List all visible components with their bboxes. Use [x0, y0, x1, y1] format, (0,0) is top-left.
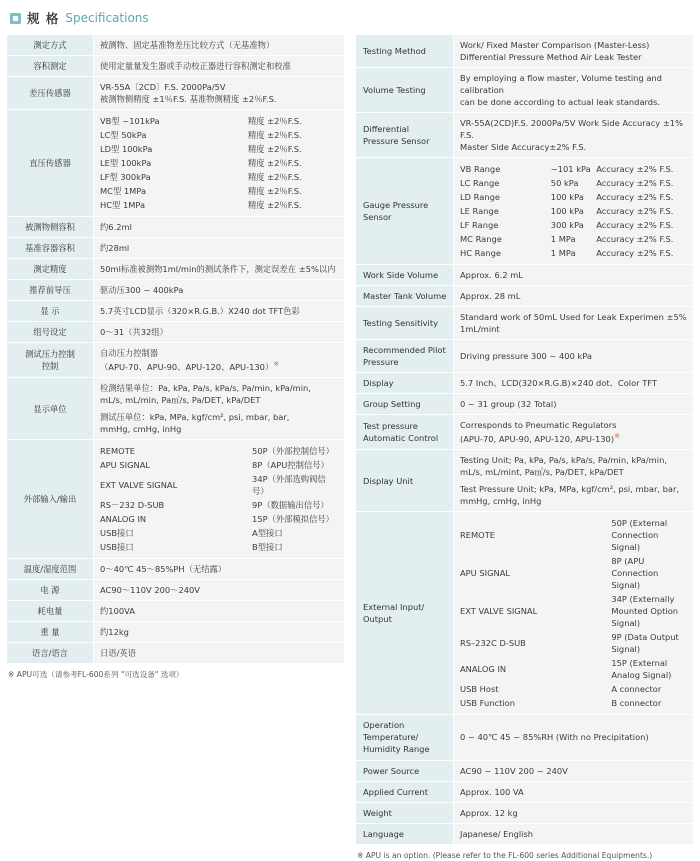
spec-columns	[6, 34, 694, 861]
footnote-en: ※ APU is an option. (Please refer to the FL-600 series Additional Equipments.)	[357, 850, 653, 860]
subrow-key: LD型 100kPa	[100, 144, 153, 155]
spec-row-label: 语言/语言	[7, 643, 94, 664]
spec-row-label: 测定方式	[7, 35, 94, 56]
spec-row	[356, 781, 694, 802]
spec-row-label: 被测物侧容积	[7, 217, 94, 238]
subrow-value: Accuracy ±2% F.S.	[596, 248, 674, 259]
spec-row-value	[454, 415, 694, 450]
spec-subrow	[460, 592, 687, 630]
spec-row	[356, 415, 694, 450]
spec-subrow	[100, 198, 338, 212]
spec-row-value	[454, 512, 694, 715]
spec-row	[7, 280, 345, 301]
spec-row-label	[356, 340, 454, 373]
spec-row-label: 显示单位	[7, 378, 94, 440]
spec-row-value	[94, 238, 345, 259]
value-line: 5.7英寸LCD显示（320×R.G.B.）X240 dot TFT色彩	[100, 306, 300, 317]
subrow-key: VB Range	[460, 164, 501, 175]
spec-row-value	[454, 113, 694, 158]
value-line: VR-55A〔2CD〕F.S. 2000Pa/5V	[100, 82, 226, 93]
subrow-value: 精度 ±2％F.S.	[247, 158, 302, 169]
value-line: 约6.2ml	[100, 222, 132, 233]
spec-subrow	[100, 526, 338, 540]
spec-row	[356, 68, 694, 113]
subrow-mid: 300 kPa	[550, 220, 584, 231]
value-line: Master Side Accuracy±2% F.S.	[460, 142, 587, 153]
asterisk-marker: ※	[273, 360, 280, 369]
subrow-key: HC Range	[460, 248, 501, 259]
subrow-key: LC Range	[460, 178, 500, 189]
subrow-key: LE型 100kPa	[100, 158, 152, 169]
subrow-key: LC型 50kPa	[100, 130, 147, 141]
value-line: Differential Pressure Method Air Leak Tester	[460, 52, 642, 63]
subrow-mid: 8P (APU Connection Signal)	[611, 556, 659, 591]
spec-subtable	[100, 444, 338, 554]
subrow-mid: 100 kPa	[550, 206, 584, 217]
subrow-mid: 8P（APU控制信号）	[252, 460, 329, 471]
value-line: AC90 ~ 110V 200 ~ 240V	[460, 765, 568, 776]
subrow-key: RS–232C D-SUB	[460, 638, 526, 649]
subrow-mid: 50P（外部控制信号）	[252, 446, 334, 457]
value-line: Testing Unit; Pa, kPa, Pa/s, kPa/s, Pa/min, kPa/min,	[460, 455, 667, 466]
spec-row	[7, 35, 345, 56]
spec-table-en	[355, 34, 694, 845]
spec-subrow	[460, 554, 687, 592]
spec-row-value	[94, 322, 345, 343]
value-line: （APU-70、APU-90、APU-120、APU-130）※	[100, 360, 280, 373]
footnote-cn: ※ APU可选（请参考FL-600系列 "可选设备" 选项）	[8, 670, 184, 680]
subrow-mid: A型接口	[252, 528, 283, 539]
spec-table-english	[355, 34, 694, 861]
spec-subrow	[100, 458, 338, 472]
spec-row-label: 组号设定	[7, 322, 94, 343]
value-line: can be done according to actual leak standards.	[460, 97, 661, 108]
spec-row	[356, 113, 694, 158]
subrow-mid: 1 MPa	[550, 234, 576, 245]
value-line: Approx. 12 kg	[460, 807, 518, 818]
spec-row-value	[454, 781, 694, 802]
spec-row-value	[94, 77, 345, 110]
spec-row	[356, 802, 694, 823]
spec-table-chinese	[6, 34, 345, 681]
subrow-mid: 15P (External Analog Signal)	[611, 658, 672, 681]
value-line: Standard work of 50mL Used for Leak Experimen ±5% 1mL/mint	[460, 312, 687, 335]
spec-subrow	[460, 162, 687, 176]
spec-subrow	[100, 472, 338, 498]
spec-subrow	[100, 540, 338, 554]
label-line: Test pressure	[363, 421, 418, 432]
value-line: 日语/英语	[100, 648, 136, 659]
subrow-mid: 1 MPa	[550, 248, 576, 259]
spec-table-cn	[6, 34, 345, 664]
spec-row	[7, 440, 345, 559]
spec-row-value	[454, 715, 694, 760]
subrow-key: ANALOG IN	[100, 514, 147, 525]
spec-row	[356, 373, 694, 394]
spec-row-label: 重 量	[7, 622, 94, 643]
subrow-value: Accuracy ±2% F.S.	[596, 206, 674, 217]
spec-row-label: Display Unit	[356, 450, 454, 512]
spec-row	[356, 340, 694, 373]
spec-row-value	[454, 265, 694, 286]
spec-row-value	[454, 286, 694, 307]
spec-row	[356, 715, 694, 760]
subrow-key: REMOTE	[460, 530, 496, 541]
spec-row-label: 测定精度	[7, 259, 94, 280]
label-line: 控制	[41, 361, 59, 372]
subrow-key: LD Range	[460, 192, 500, 203]
spec-row-label: Testing Sensitivity	[356, 307, 454, 340]
spec-row-value	[94, 280, 345, 301]
spec-subrow	[460, 246, 687, 260]
spec-row-label: Weight	[356, 802, 454, 823]
spec-row	[356, 760, 694, 781]
spec-row	[7, 601, 345, 622]
value-line: 被测物侧精度 ±1％F.S. 基准物侧精度 ±2％F.S.	[100, 94, 277, 105]
subrow-mid: B型接口	[252, 542, 283, 553]
spec-row-value	[94, 110, 345, 217]
page-title-cn: 规 格	[27, 11, 60, 26]
spec-subrow	[460, 190, 687, 204]
spec-subrow	[100, 128, 338, 142]
value-line: 约100VA	[100, 606, 135, 617]
value-line: AC90～110V 200～240V	[100, 585, 200, 596]
subrow-mid: 9P (Data Output Signal)	[611, 632, 679, 655]
spec-row-value	[454, 373, 694, 394]
subrow-mid: 50 kPa	[550, 178, 579, 189]
spec-subrow	[460, 176, 687, 190]
spec-row	[7, 217, 345, 238]
spec-row	[356, 35, 694, 68]
value-line: Approx. 28 mL	[460, 291, 521, 302]
spec-row-label: Testing Method	[356, 35, 454, 68]
label-line: Output	[363, 614, 392, 625]
subrow-value: Accuracy ±2% F.S.	[596, 178, 674, 189]
subrow-key: MC Range	[460, 234, 502, 245]
spec-row	[7, 238, 345, 259]
spec-row-label: 容积测定	[7, 56, 94, 77]
label-line: Differential	[363, 124, 410, 135]
subrow-mid: 9P（数据输出信号）	[252, 500, 329, 511]
value-line: Driving pressure 300 ~ 400 kPa	[460, 351, 593, 362]
spec-row-value	[94, 378, 345, 440]
spec-subtable	[100, 114, 338, 212]
spec-row-label	[356, 415, 454, 450]
spec-row	[356, 158, 694, 265]
spec-row-value	[94, 217, 345, 238]
subrow-key: LF型 300kPa	[100, 172, 151, 183]
spec-row	[356, 307, 694, 340]
value-line: (APU-70, APU-90, APU-120, APU-130)※	[460, 432, 620, 445]
subrow-value: 精度 ±2％F.S.	[247, 130, 302, 141]
spec-row-value	[94, 35, 345, 56]
spec-row	[7, 56, 345, 77]
spec-row-value	[94, 643, 345, 664]
spec-row-value	[94, 301, 345, 322]
spec-subrow	[460, 656, 687, 682]
label-line: Automatic Control	[363, 433, 439, 444]
spec-subrow	[460, 630, 687, 656]
label-line: Pressure	[363, 357, 399, 368]
page-title	[10, 8, 694, 28]
spec-row	[7, 77, 345, 110]
spec-row-label	[7, 343, 94, 378]
subrow-value: Accuracy ±2% F.S.	[596, 234, 674, 245]
spec-row	[7, 110, 345, 217]
spec-row	[7, 559, 345, 580]
value-line: 检测结果单位：Pa, kPa, Pa/s, kPa/s, Pa/min, kPa/min,	[100, 383, 311, 394]
spec-row-label: Applied Current	[356, 781, 454, 802]
subrow-key: HC型 1MPa	[100, 200, 146, 211]
subrow-value: 精度 ±2％F.S.	[247, 186, 302, 197]
value-line: 驱动压300 ~ 400kPa	[100, 285, 184, 296]
subrow-mid: 50P (External Connection Signal)	[611, 518, 668, 553]
spec-row-label: Master Tank Volume	[356, 286, 454, 307]
spec-row	[356, 265, 694, 286]
spec-row-value	[454, 450, 694, 512]
label-line: Recommended Pilot	[363, 345, 446, 356]
spec-subrow	[100, 156, 338, 170]
spec-row-value	[454, 802, 694, 823]
subrow-key: USB接口	[100, 542, 134, 553]
spec-subrow	[100, 114, 338, 128]
subrow-value: Accuracy ±2% F.S.	[596, 220, 674, 231]
value-line: VR-55A(2CD)F.S. 2000Pa/5V Work Side Accuracy ±1% F.S.	[460, 118, 683, 141]
subrow-key: LE Range	[460, 206, 499, 217]
subrow-key: VB型 ~101kPa	[100, 116, 160, 127]
spec-row-value	[454, 340, 694, 373]
spec-subrow	[100, 444, 338, 458]
label-line: External Input/	[363, 602, 425, 613]
subrow-key: APU SIGNAL	[100, 460, 151, 471]
subrow-key: USB Host	[460, 684, 499, 695]
spec-subrow	[100, 498, 338, 512]
subrow-value: Accuracy ±2% F.S.	[596, 192, 674, 203]
subrow-value: 精度 ±2％F.S.	[247, 172, 302, 183]
subrow-value: 精度 ±2％F.S.	[247, 200, 302, 211]
spec-row-label: 直压传感器	[7, 110, 94, 217]
spec-row-value	[454, 307, 694, 340]
label-line: Operation Temperature/	[363, 720, 419, 743]
subrow-mid: 34P (Externally Mounted Option Signal)	[611, 594, 679, 629]
spec-row	[7, 301, 345, 322]
subrow-key: RS－232 D-SUB	[100, 500, 165, 511]
label-line: Pressure Sensor	[363, 136, 430, 147]
value-line: Corresponds to Pneumatic Regulators	[460, 420, 617, 431]
subrow-mid: B connector	[611, 698, 662, 709]
subrow-key: USB接口	[100, 528, 134, 539]
spec-row-value	[94, 343, 345, 378]
subrow-value: 精度 ±2％F.S.	[247, 144, 302, 155]
value-line: 0 ~ 40℃ 45 ~ 85%RH (With no Precipitation)	[460, 732, 649, 743]
spec-row-value	[94, 56, 345, 77]
subrow-mid: 34P（外部选购阀信号）	[252, 474, 326, 497]
subrow-key: EXT VALVE SIGNAL	[460, 606, 538, 617]
spec-subrow	[460, 204, 687, 218]
spec-subrow	[460, 696, 687, 710]
value-line: 约28ml	[100, 243, 130, 254]
spec-row-value	[94, 440, 345, 559]
subrow-key: EXT VALVE SIGNAL	[100, 480, 178, 491]
spec-subrow	[100, 170, 338, 184]
spec-row-label: 外部输入/输出	[7, 440, 94, 559]
asterisk-marker: ※	[614, 432, 620, 441]
square-bullet-icon	[10, 13, 21, 24]
value-line: 使用定量量发生器或手动校正器进行容积测定和校准	[100, 61, 291, 72]
value-line-secondary: mmHg, cmHg, inHg	[100, 424, 182, 435]
subrow-value: 精度 ±2％F.S.	[247, 116, 302, 127]
spec-row-label: 推荐前导压	[7, 280, 94, 301]
spec-row-value	[454, 760, 694, 781]
spec-row-value	[94, 601, 345, 622]
spec-row-label: 温度/湿度范围	[7, 559, 94, 580]
value-line: By employing a flow master, Volume testing and calibration	[460, 73, 662, 96]
spec-row	[356, 823, 694, 844]
spec-row	[7, 378, 345, 440]
value-line-secondary: mmHg, cmHg, inHg	[460, 496, 542, 507]
spec-subrow	[100, 142, 338, 156]
label-line: Sensor	[363, 212, 392, 223]
spec-row-label: Work Side Volume	[356, 265, 454, 286]
spec-row-label: Language	[356, 823, 454, 844]
subrow-mid: 15P（外部模拟信号）	[252, 514, 334, 525]
subrow-mid: 100 kPa	[550, 192, 584, 203]
label-line: 测试压力控制	[25, 349, 75, 360]
spec-row-value	[94, 559, 345, 580]
spec-row-label	[356, 715, 454, 760]
subrow-key: LF Range	[460, 220, 499, 231]
spec-row-label: 差压传感器	[7, 77, 94, 110]
value-line: Japanese/ English	[460, 828, 534, 839]
spec-row-label	[356, 512, 454, 715]
label-line: Gauge Pressure	[363, 200, 429, 211]
value-line: 被测物、固定基准物差压比较方式（无基准物）	[100, 40, 275, 50]
value-line: Approx. 6.2 mL	[460, 270, 523, 281]
spec-subtable	[460, 162, 687, 260]
value-line: mL/s, mL/min, Pa㎥/s, Pa/DET, kPa/DET	[100, 395, 261, 406]
spec-row	[7, 259, 345, 280]
spec-subrow	[100, 184, 338, 198]
spec-row-value	[94, 580, 345, 601]
subrow-key: REMOTE	[100, 446, 136, 457]
spec-row	[7, 322, 345, 343]
subrow-key: MC型 1MPa	[100, 186, 147, 197]
spec-subrow	[460, 218, 687, 232]
spec-row-label: Volume Testing	[356, 68, 454, 113]
spec-subtable	[460, 516, 687, 710]
spec-row-label: Group Setting	[356, 394, 454, 415]
spec-row-label	[356, 113, 454, 158]
subrow-key: APU SIGNAL	[460, 568, 511, 579]
spec-row-value	[94, 622, 345, 643]
value-line: 0 ~ 31 group (32 Total)	[460, 399, 557, 410]
spec-row	[7, 580, 345, 601]
value-line: 5.7 Inch、LCD(320×R.G.B)×240 dot、Color TFT	[460, 378, 657, 389]
spec-row	[356, 394, 694, 415]
value-line: 0～40℃ 45～85%РН（无结露）	[100, 564, 227, 575]
subrow-value: Accuracy ±2% F.S.	[596, 164, 674, 175]
spec-subrow	[460, 232, 687, 246]
subrow-mid: A connector	[611, 684, 662, 695]
value-line-secondary: Test Pressure Unit; kPa, MPa, kgf/cm², psi, mbar, bar,	[460, 484, 680, 495]
subrow-key: ANALOG IN	[460, 664, 507, 675]
spec-row-value	[454, 35, 694, 68]
subrow-key: USB Function	[460, 698, 515, 709]
spec-row-label: 显 示	[7, 301, 94, 322]
value-line: 50ml标准被测物1ml/min的测试条件下，测定误差在 ±5%以内	[100, 264, 336, 275]
page-title-en: Specifications	[65, 11, 149, 25]
value-line: Work/ Fixed Master Comparison (Master-Less)	[460, 40, 650, 50]
value-line-secondary: 测试压单位：kPa, MPa, kgf/cm², psi, mbar, bar,	[100, 412, 290, 423]
spec-row	[7, 622, 345, 643]
value-line: 0～31（共32组）	[100, 327, 168, 338]
value-line: 约12kg	[100, 627, 129, 638]
spec-row-label: 基准容器容积	[7, 238, 94, 259]
spec-row-label: 耗电量	[7, 601, 94, 622]
label-line: Humidity Range	[363, 744, 430, 755]
spec-row-value	[454, 394, 694, 415]
spec-row	[7, 343, 345, 378]
spec-subrow	[460, 516, 687, 554]
spec-row	[356, 286, 694, 307]
spec-row-label: 电 源	[7, 580, 94, 601]
spec-row	[7, 643, 345, 664]
value-line: 自动压力控制器	[100, 348, 159, 359]
spec-row	[356, 512, 694, 715]
value-line: mL/s, mL/mint, Pa㎥/s, Pa/DET, kPa/DET	[460, 467, 624, 478]
spec-subrow	[100, 512, 338, 526]
spec-subrow	[460, 682, 687, 696]
spec-row-label: Display	[356, 373, 454, 394]
spec-row-value	[94, 259, 345, 280]
value-line: Approx. 100 VA	[460, 786, 524, 797]
spec-row-value	[454, 823, 694, 844]
spec-row-label: Power Source	[356, 760, 454, 781]
spec-row-value	[454, 68, 694, 113]
spec-row-label	[356, 158, 454, 265]
subrow-mid: ~101 kPa	[550, 164, 591, 175]
spec-row-value	[454, 158, 694, 265]
spec-row	[356, 450, 694, 512]
